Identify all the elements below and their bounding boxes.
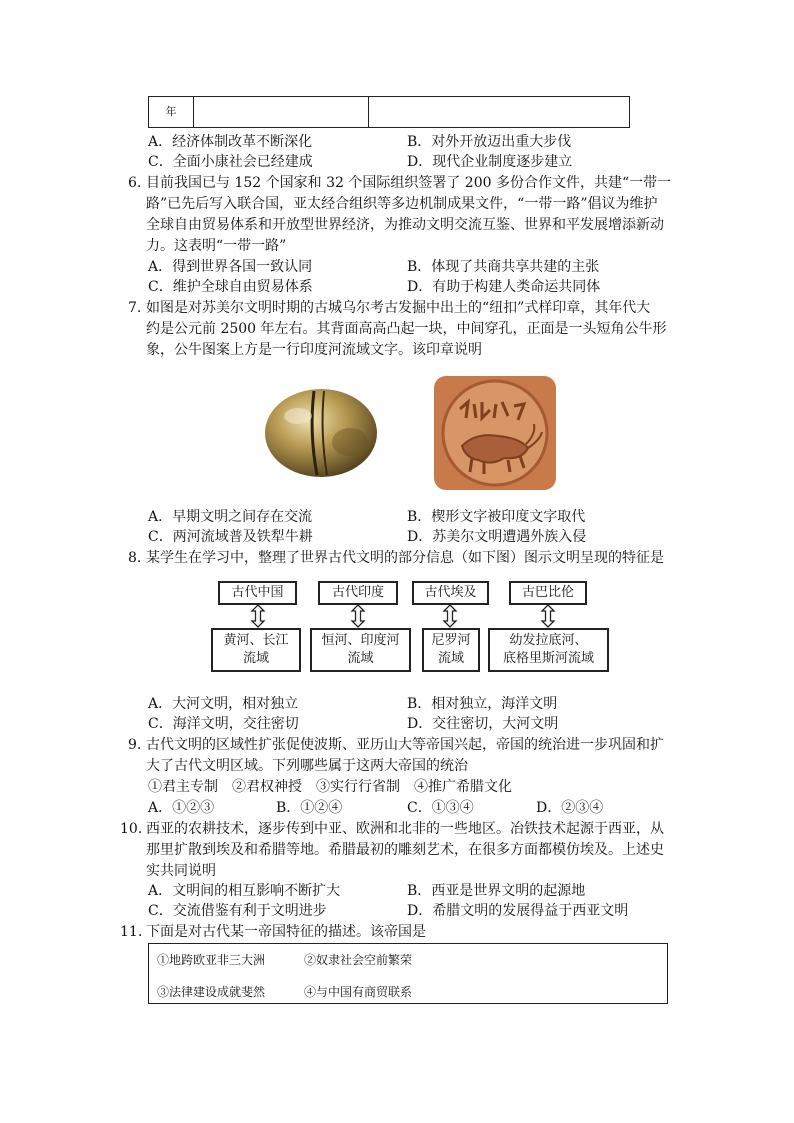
double-arrow-icon: [442, 604, 458, 628]
q7-option-d: D．苏美尔文明遭遇外族入侵: [407, 529, 587, 545]
double-arrow-icon: [350, 604, 366, 628]
q6-stem-line: 全球自由贸易体系和开放型世界经济，为推动文明交流互鉴、世界和平发展增添新动: [146, 217, 664, 233]
diagram-river-egypt: [422, 628, 480, 672]
q6-option-c: C．维护全球自由贸易体系: [148, 279, 313, 295]
diagram-river-line: 恒河、印度河: [321, 633, 400, 648]
q10-option-c: C．交流借鉴有利于文明进步: [148, 903, 327, 919]
q10-option-d: D．希腊文明的发展得益于西亚文明: [407, 903, 629, 919]
q8-stem-line: 某学生在学习中，整理了世界古代文明的部分信息（如下图）图示文明呈现的特征是: [146, 550, 664, 566]
q11-feature: ②奴隶社会空前繁荣: [304, 953, 413, 967]
q8-option-b: B．相对独立，海洋文明: [407, 696, 558, 712]
q11-feature: ③法律建设成就斐然: [157, 985, 266, 999]
table-cell-empty: [193, 97, 369, 127]
q9-option-b: B．①②④: [276, 800, 343, 816]
q10-number: 10.: [120, 821, 143, 837]
q6-stem-line: 力。这表明“一带一路”: [146, 238, 287, 254]
q7-stem-line: 约是公元前 2500 年左右。其背面高高凸起一块，中间穿孔，正面是一头短角公牛形: [146, 321, 667, 337]
q8-option-c: C．海洋文明，交往密切: [148, 716, 299, 732]
q11-feature-box: [148, 943, 668, 1004]
table-cell-year: 年: [149, 97, 194, 127]
q7-option-c: C．两河流域普及铁犁牛耕: [148, 529, 313, 545]
q7-stem-line: 象，公牛图案上方是一行印度河流域文字。该印章说明: [146, 342, 482, 358]
q5-option-d: D．现代企业制度逐步建立: [407, 154, 573, 170]
diagram-river-line: 黄河、长江: [223, 633, 289, 648]
diagram-river-line: 流域: [437, 651, 464, 666]
q7-option-b: B．楔形文字被印度文字取代: [407, 509, 586, 525]
q9-option-c: C．①③④: [407, 800, 474, 816]
double-arrow-icon: [540, 604, 556, 628]
diagram-river-line: 流域: [242, 651, 269, 666]
q9-stem-line: 古代文明的区域性扩张促使波斯、亚历山大等帝国兴起，帝国的统治进一步巩固和扩: [146, 737, 664, 753]
diagram-river-line: 底格里斯河流域: [502, 651, 594, 666]
q9-stem-line: 大了古代文明区域。下列哪些属于这两大帝国的统治: [146, 758, 468, 774]
q6-stem-line: 路”已先后写入联合国，亚太经合组织等多边机制成果文件，“一带一路”倡议为维护: [146, 196, 658, 212]
seal-front-image: [432, 374, 558, 492]
diagram-river-line: 尼罗河: [431, 633, 471, 648]
q9-option-a: A．①②③: [148, 800, 215, 816]
diagram-river-india: [310, 628, 411, 672]
q9-option-d: D．②③④: [536, 800, 604, 816]
diagram-civ-china: 古代中国: [218, 581, 297, 605]
diagram-river-china: [211, 628, 301, 672]
q10-stem-line: 实共同说明: [146, 863, 216, 879]
q10-stem-line: 那里扩散到埃及和希腊等地。希腊最初的雕刻艺术，在很多方面都模仿埃及。上述史: [146, 842, 664, 858]
diagram-civ-india: 古代印度: [318, 581, 398, 605]
diagram-civ-babylon: 古巴比伦: [509, 581, 587, 605]
q11-feature: ④与中国有商贸联系: [304, 985, 413, 999]
q10-option-a: A．文明间的相互影响不断扩大: [148, 883, 341, 899]
q10-option-b: B．西亚是世界文明的起源地: [407, 883, 586, 899]
q6-option-d: D．有助于构建人类命运共同体: [407, 279, 601, 295]
q9-items: ①君主专制 ②君权神授 ③实行行省制 ④推广希腊文化: [148, 779, 512, 795]
q7-option-a: A．早期文明之间存在交流: [148, 509, 313, 525]
q8-option-a: A．大河文明，相对独立: [148, 696, 299, 712]
q11-feature: ①地跨欧亚非三大洲: [157, 953, 266, 967]
q9-number: 9.: [128, 737, 142, 753]
q7-number: 7.: [128, 300, 142, 316]
q8-number: 8.: [128, 550, 142, 566]
double-arrow-icon: [250, 604, 266, 628]
q5-option-c: C．全面小康社会已经建成: [148, 154, 313, 170]
q5-option-a: A．经济体制改革不断深化: [148, 134, 313, 150]
q6-option-a: A．得到世界各国一致认同: [148, 259, 313, 275]
q6-number: 6.: [128, 175, 142, 191]
diagram-river-line: 幼发拉底河、: [509, 633, 588, 648]
diagram-river-babylon: [488, 628, 609, 672]
seal-back-image: [262, 382, 380, 480]
q6-stem-line: 目前我国已与 152 个国家和 32 个国际组织签署了 200 多份合作文件，共建“一带一: [146, 175, 672, 191]
q11-number: 11.: [120, 924, 143, 940]
q8-option-d: D．交往密切，大河文明: [407, 716, 559, 732]
q10-stem-line: 西亚的农耕技术，逐步传到中亚、欧洲和北非的一些地区。冶铁技术起源于西亚，从: [146, 821, 664, 837]
q5-option-b: B．对外开放迈出重大步伐: [407, 134, 572, 150]
diagram-river-line: 流域: [347, 651, 374, 666]
q7-stem-line: 如图是对苏美尔文明时期的古城乌尔考古发掘中出土的“纽扣”式样印章，其年代大: [146, 300, 651, 316]
q6-option-b: B．体现了共商共享共建的主张: [407, 259, 600, 275]
table-fragment: [148, 96, 630, 128]
q11-stem-line: 下面是对古代某一帝国特征的描述。该帝国是: [146, 924, 426, 940]
diagram-civ-egypt: 古代埃及: [412, 581, 489, 605]
